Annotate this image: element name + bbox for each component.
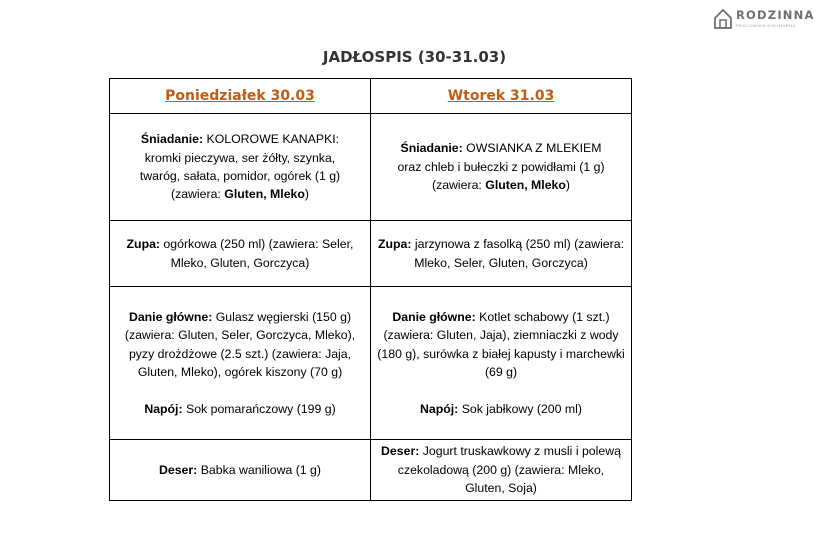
brand-logo bbox=[713, 7, 815, 31]
breakfast-allergens: Gluten, Mleko bbox=[224, 187, 305, 202]
soup-row bbox=[110, 221, 632, 287]
breakfast-allergens: Gluten, Mleko bbox=[485, 178, 566, 193]
main-course-row bbox=[110, 287, 632, 440]
dessert-label: Deser: bbox=[159, 462, 198, 477]
soup-text: jarzynowa z fasolką (250 ml) (zawiera: Mleko, Seler, Gluten, Gorczyca) bbox=[411, 237, 624, 270]
tuesday-dessert-cell bbox=[371, 440, 632, 501]
day-header-monday: Poniedziałek 30.03 bbox=[110, 79, 371, 114]
tuesday-main-cell bbox=[371, 287, 632, 440]
page-title: JADŁOSPIS (30-31.03) bbox=[322, 48, 507, 66]
breakfast-end: ) bbox=[304, 187, 310, 202]
table-header-row bbox=[110, 79, 632, 114]
monday-main-cell bbox=[110, 287, 371, 440]
drink-text: Sok pomarańczowy (199 g) bbox=[182, 401, 336, 416]
tuesday-soup-cell bbox=[371, 221, 632, 287]
monday-dessert-cell bbox=[110, 440, 371, 501]
dessert-text: Jogurt truskawkowy z musli i polewą czekoladową (200 g) (zawiera: Mleko, Gluten, Soja) bbox=[397, 444, 621, 496]
main-label: Danie główne: bbox=[128, 309, 213, 324]
soup-text: ogórkowa (250 ml) (zawiera: Seler, Mleko, Gluten, Gorczyca) bbox=[160, 237, 354, 270]
main-text: Kotlet schabowy (1 szt.) (zawiera: Gluten, Jaja), ziemniaczki z wody (180 g), surówka z białej kapusty i marchewki (69 g) bbox=[377, 309, 625, 380]
breakfast-text: KOLOROWE KANAPKI: kromki pieczywa, ser żółty, szynka, twaróg, sałata, pomidor, ogórek (1 g) (zawiera: bbox=[139, 132, 341, 202]
brand-tagline: PRACOWNIA KULINARNA bbox=[736, 22, 796, 28]
breakfast-label: Śniadanie: bbox=[140, 132, 204, 147]
day-header-tuesday: Wtorek 31.03 bbox=[371, 79, 632, 114]
main-text: Gulasz węgierski (150 g) (zawiera: Gluten, Seler, Gorczyca, Mleko), pyzy drożdżowe (2.5 szt.) (zawiera: Jaja, Gluten, Mleko), ogórek kiszony (70 g) bbox=[124, 309, 356, 380]
breakfast-row bbox=[110, 114, 632, 221]
menu-table bbox=[109, 78, 632, 501]
dessert-text: Babka waniliowa (1 g) bbox=[197, 462, 321, 477]
main-label: Danie główne: bbox=[392, 309, 476, 324]
house-icon bbox=[713, 8, 733, 30]
monday-soup-cell bbox=[110, 221, 371, 287]
dessert-row bbox=[110, 440, 632, 501]
drink-text: Sok jabłkowy (200 ml) bbox=[458, 401, 582, 416]
tuesday-breakfast-cell bbox=[371, 114, 632, 221]
drink-label: Napój: bbox=[144, 401, 183, 416]
breakfast-label: Śniadanie: bbox=[400, 141, 463, 156]
drink-label: Napój: bbox=[420, 401, 459, 416]
soup-label: Zupa: bbox=[126, 237, 161, 252]
breakfast-text: OWSIANKA Z MLEKIEM oraz chleb i bułeczki z powidłami (1 g) (zawiera: bbox=[397, 141, 605, 193]
brand-name: RODZINNA bbox=[736, 8, 815, 23]
monday-breakfast-cell bbox=[110, 114, 371, 221]
soup-label: Zupa: bbox=[377, 237, 412, 252]
dessert-label: Deser: bbox=[381, 444, 420, 459]
breakfast-end: ) bbox=[565, 178, 571, 193]
